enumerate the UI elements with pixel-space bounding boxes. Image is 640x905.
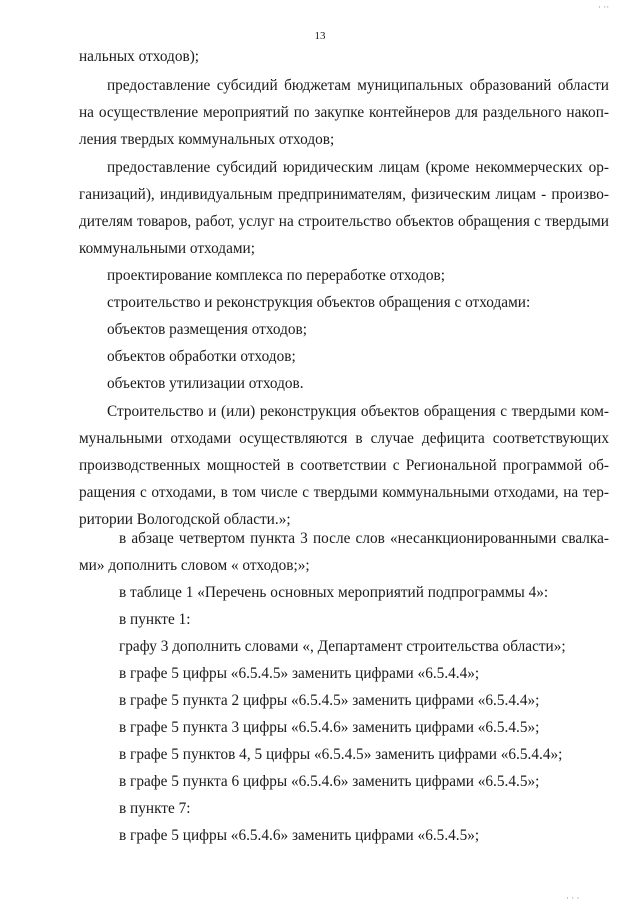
text-line: производственных мощностей в соответствии с Региональной программой об-: [79, 457, 609, 474]
text-line: в абзаце четвертом пункта 3 после слов «несанкционированными свалка-: [119, 530, 609, 547]
page-number: 13: [314, 30, 326, 42]
text-line: в графе 5 пункта 3 цифры «6.5.4.6» заменить цифрами «6.5.4.5»;: [119, 719, 540, 736]
text-line: ганизаций), индивидуальным предпринимателям, физическим лицам - произво-: [79, 186, 609, 203]
text-line: объектов утилизации отходов.: [107, 375, 304, 392]
text-line: на осуществление мероприятий по закупке контейнеров для раздельного накоп-: [79, 104, 609, 121]
text-line: в графе 5 пункта 2 цифры «6.5.4.5» заменить цифрами «6.5.4.4»;: [119, 692, 540, 709]
text-line: ращения с отходами, в том числе с твердыми коммунальными отходами, на тер-: [79, 484, 609, 501]
text-line: ми» дополнить словом « отходов;»;: [79, 557, 310, 574]
text-line: объектов размещения отходов;: [107, 321, 308, 338]
text-line: в пункте 7:: [119, 800, 191, 817]
text-line: в графе 5 пунктов 4, 5 цифры «6.5.4.5» заменить цифрами «6.5.4.4»;: [119, 746, 563, 763]
text-line: ритории Вологодской области.»;: [79, 511, 291, 528]
scan-mark: · ··: [598, 2, 610, 12]
text-line: дителям товаров, работ, услуг на строительство объектов обращения с твердыми: [79, 213, 609, 230]
text-line: предоставление субсидий бюджетам муниципальных образований области: [107, 77, 609, 94]
text-line: в пункте 1:: [119, 611, 191, 628]
scan-mark: · · ·: [566, 893, 580, 903]
text-line: ления твердых коммунальных отходов;: [79, 131, 335, 148]
text-line: в таблице 1 «Перечень основных мероприятий подпрограммы 4»:: [119, 584, 549, 601]
text-line: в графе 5 пункта 6 цифры «6.5.4.6» заменить цифрами «6.5.4.5»;: [119, 773, 540, 790]
text-line: строительство и реконструкция объектов обращения с отходами:: [107, 294, 531, 311]
text-line: объектов обработки отходов;: [107, 348, 296, 365]
text-line: коммунальными отходами;: [79, 240, 255, 257]
text-line: проектирование комплекса по переработке отходов;: [107, 267, 445, 284]
text-line: графу 3 дополнить словами «, Департамент строительства области»;: [119, 638, 566, 655]
text-line: нальных отходов);: [79, 48, 200, 65]
text-line: Строительство и (или) реконструкция объектов обращения с твердыми ком-: [107, 403, 609, 420]
text-line: мунальными отходами осуществляются в случае дефицита соответствующих: [79, 430, 609, 447]
text-line: в графе 5 цифры «6.5.4.5» заменить цифрами «6.5.4.4»;: [119, 665, 480, 682]
text-line: предоставление субсидий юридическим лицам (кроме некоммерческих ор-: [107, 159, 609, 176]
text-line: в графе 5 цифры «6.5.4.6» заменить цифрами «6.5.4.5»;: [119, 827, 480, 844]
